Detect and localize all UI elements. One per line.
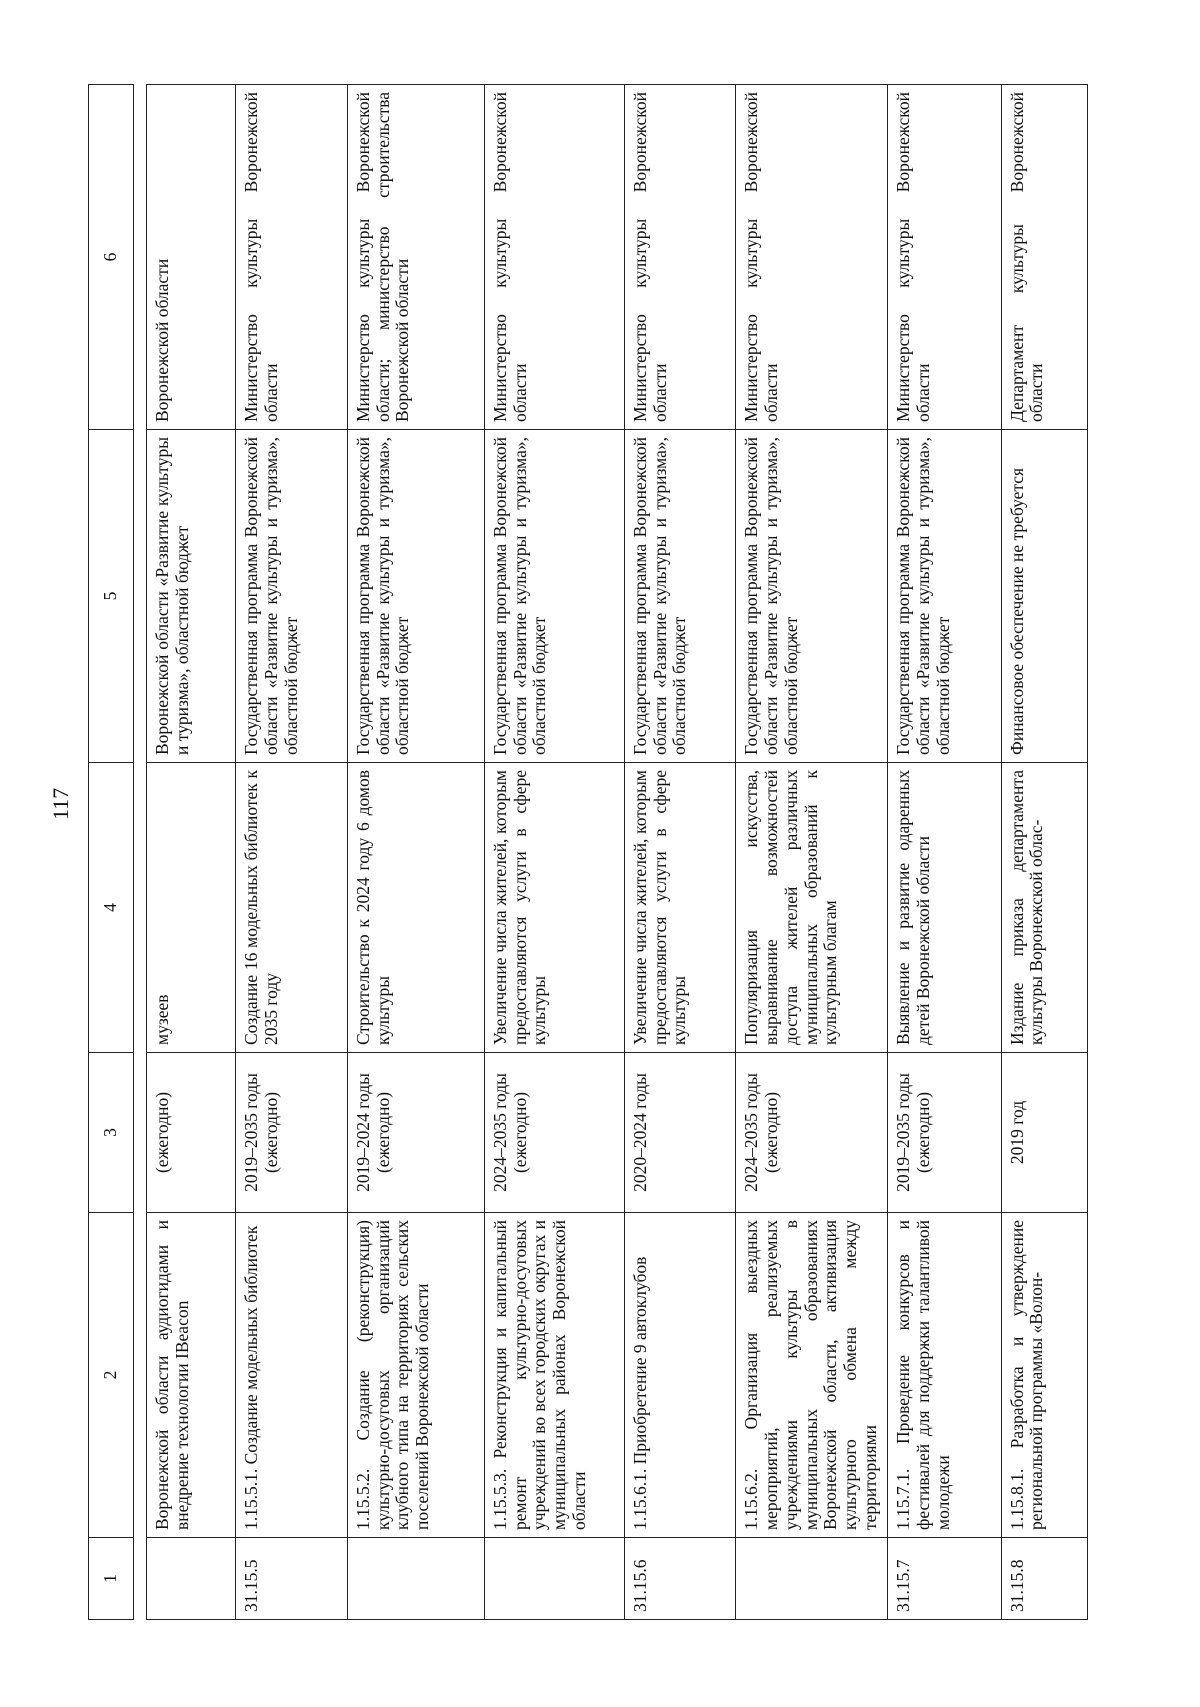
row-number: 31.15.5 (236, 1538, 348, 1620)
period-cell: 2019–2024 годы (ежегодно) (347, 1053, 484, 1213)
period-cell: 2019 год (1001, 1053, 1087, 1213)
column-header: 6 (89, 85, 134, 430)
period-cell: 2024–2035 годы (ежегодно) (736, 1053, 888, 1213)
period-cell: 2019–2035 годы (ежегодно) (888, 1053, 1002, 1213)
result-cell: Увеличение числа жителей, которым предоставляются услуги в сфере культуры (484, 763, 624, 1053)
table-row (736, 85, 888, 1620)
row-number: 31.15.7 (888, 1538, 1002, 1620)
rotated-page-content (88, 85, 1088, 1620)
finance-cell: Государственная программа Воронежской области «Развитие культуры и туризма», областной бюджет (736, 430, 888, 763)
table-row (888, 85, 1002, 1620)
column-header: 3 (89, 1053, 134, 1213)
finance-cell: Государственная программа Воронежской области «Развитие культуры и туризма», областной бюджет (347, 430, 484, 763)
measure-cell: Воронежской области аудиогидами и внедрение технологии IBeacon (146, 1213, 235, 1538)
measure-cell: 1.15.5.2. Создание (реконструкция) культурно-досуговых организаций клубного типа на территориях сельских поселений Воронежской области (347, 1213, 484, 1538)
period-cell: 2019–2035 годы (ежегодно) (236, 1053, 348, 1213)
table-header-row (89, 85, 134, 1620)
table-row (624, 85, 736, 1620)
result-cell: Популяризация искусства, выравнивание возможностей доступа жителей различных муниципальных образований к культурным благам (736, 763, 888, 1053)
result-cell: Строительство к 2024 году 6 домов культуры (347, 763, 484, 1053)
finance-cell: Финансовое обеспечение не требуется (1001, 430, 1087, 763)
row-number (146, 1538, 235, 1620)
table-row (484, 85, 624, 1620)
executor-cell: Воронежской области (146, 85, 235, 430)
executor-cell: Министерство культуры Воронежской области; министерство строительства Воронежской области (347, 85, 484, 430)
measure-cell: 1.15.7.1. Проведение конкурсов и фестивалей для поддержки талантливой молодежи (888, 1213, 1002, 1538)
period-cell: 2020–2024 годы (624, 1053, 736, 1213)
row-number (347, 1538, 484, 1620)
column-header: 1 (89, 1538, 134, 1620)
result-cell: Создание 16 модельных библиотек к 2035 году (236, 763, 348, 1053)
row-number (484, 1538, 624, 1620)
measure-cell: 1.15.8.1. Разработка и утверждение региональной программы «Волон- (1001, 1213, 1087, 1538)
table-row (236, 85, 348, 1620)
table-spacer-row (133, 85, 146, 1620)
finance-cell: Государственная программа Воронежской области «Развитие культуры и туризма», областной бюджет (236, 430, 348, 763)
finance-cell: Государственная программа Воронежской области «Развитие культуры и туризма», областной бюджет (624, 430, 736, 763)
result-cell: Издание приказа департамента культуры Воронежской облас- (1001, 763, 1087, 1053)
period-cell: (ежегодно) (146, 1053, 235, 1213)
executor-cell: Министерство культуры Воронежской области (736, 85, 888, 430)
measure-cell: 1.15.5.3. Реконструкция и капитальный ремонт культурно-досуговых учреждений во всех городских округах и муниципальных районах Воронежской области (484, 1213, 624, 1538)
column-header: 4 (89, 763, 134, 1053)
measures-table (88, 84, 1088, 1620)
measure-cell: 1.15.5.1. Создание модельных библиотек (236, 1213, 348, 1538)
page-number: 117 (48, 787, 73, 820)
executor-cell: Департамент культуры Воронежской области (1001, 85, 1087, 430)
measure-cell: 1.15.6.2. Организация выездных мероприятий, реализуемых учреждениями культуры в муниципальных образованиях Воронежской области, активизация культурного обмена между территориями (736, 1213, 888, 1538)
row-number: 31.15.6 (624, 1538, 736, 1620)
period-cell: 2024–2035 годы (ежегодно) (484, 1053, 624, 1213)
row-number: 31.15.8 (1001, 1538, 1087, 1620)
table-row (1001, 85, 1087, 1620)
result-cell: музеев (146, 763, 235, 1053)
executor-cell: Министерство культуры Воронежской области (888, 85, 1002, 430)
executor-cell: Министерство культуры Воронежской области (624, 85, 736, 430)
executor-cell: Министерство культуры Воронежской области (484, 85, 624, 430)
measure-cell: 1.15.6.1. Приобретение 9 автоклубов (624, 1213, 736, 1538)
finance-cell: Воронежской области «Развитие культуры и туризма», областной бюджет (146, 430, 235, 763)
column-header: 2 (89, 1213, 134, 1538)
row-number (736, 1538, 888, 1620)
table-row (347, 85, 484, 1620)
finance-cell: Государственная программа Воронежской области «Развитие культуры и туризма», областной бюджет (888, 430, 1002, 763)
table-row (146, 85, 235, 1620)
result-cell: Увеличение числа жителей, которым предоставляются услуги в сфере культуры (624, 763, 736, 1053)
executor-cell: Министерство культуры Воронежской области (236, 85, 348, 430)
finance-cell: Государственная программа Воронежской области «Развитие культуры и туризма», областной бюджет (484, 430, 624, 763)
column-header: 5 (89, 430, 134, 763)
result-cell: Выявление и развитие одаренных детей Воронежской области (888, 763, 1002, 1053)
